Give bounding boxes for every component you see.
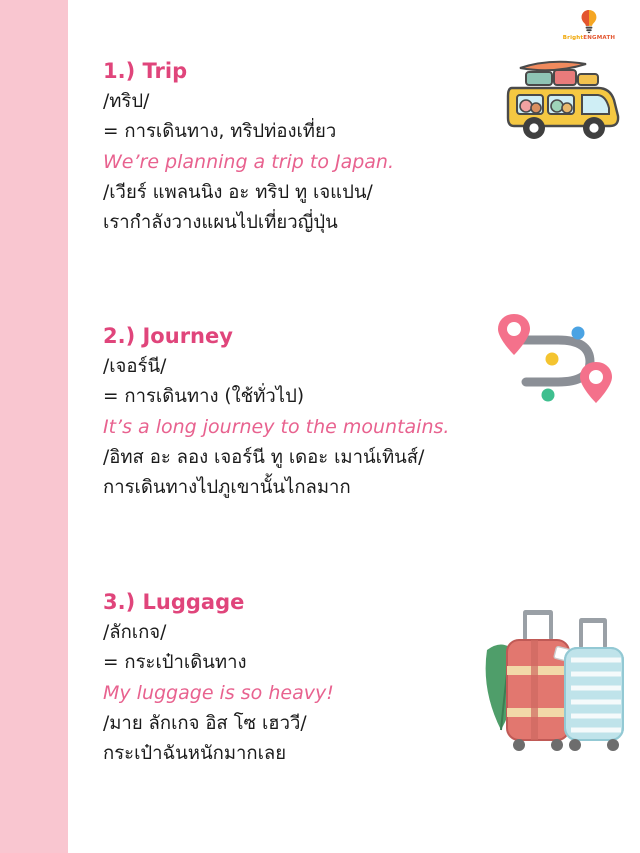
entry-example-sentence: It’s a long journey to the mountains. <box>103 416 450 439</box>
entry-headword: 2.) Journey <box>103 324 233 348</box>
entry-example-sentence: We’re planning a trip to Japan. <box>103 151 395 174</box>
entry-example-meaning: การเดินทางไปภูเขานั้นไกลมาก <box>103 477 351 499</box>
suitcases-icon <box>475 590 630 765</box>
entry-example-meaning: เรากำลังวางแผนไปเที่ยวญี่ปุ่น <box>103 212 338 234</box>
entry-example-pronunciation: /อิทส อะ ลอง เจอร์นี ทู เดอะ เมาน์เทินส์/ <box>103 447 425 469</box>
entry-example-meaning: กระเป๋าฉันหนักมากเลย <box>103 743 287 765</box>
entry-meaning: = การเดินทาง (ใช้ทั่วไป) <box>103 386 305 408</box>
brand-name-part1: Bright <box>562 35 584 41</box>
brand-name <box>552 35 626 41</box>
entry-meaning: = กระเป๋าเดินทาง <box>103 652 247 674</box>
entry-example-pronunciation: /เวียร์ แพลนนิง อะ ทริป ทู เจแปน/ <box>103 182 373 204</box>
brand-logo <box>552 8 626 41</box>
entry-pronunciation: /เจอร์นี/ <box>103 356 167 378</box>
entry-pronunciation: /ลักเกจ/ <box>103 622 167 644</box>
camper-van-icon <box>490 52 630 162</box>
entry-example-pronunciation: /มาย ลักเกจ อิส โซ เฮววี/ <box>103 713 307 735</box>
brand-name-part2: ENGMATH <box>583 35 616 41</box>
entry-meaning: = การเดินทาง, ทริปท่องเที่ยว <box>103 121 337 143</box>
lightbulb-icon <box>576 8 602 34</box>
poster-content <box>68 0 640 853</box>
entry-headword: 3.) Luggage <box>103 590 245 614</box>
entry-pronunciation: /ทริป/ <box>103 91 150 113</box>
entry-example-sentence: My luggage is so heavy! <box>103 682 334 705</box>
left-decorative-stripe <box>0 0 68 853</box>
route-map-pins-icon <box>486 300 626 418</box>
entry-headword: 1.) Trip <box>103 59 188 83</box>
